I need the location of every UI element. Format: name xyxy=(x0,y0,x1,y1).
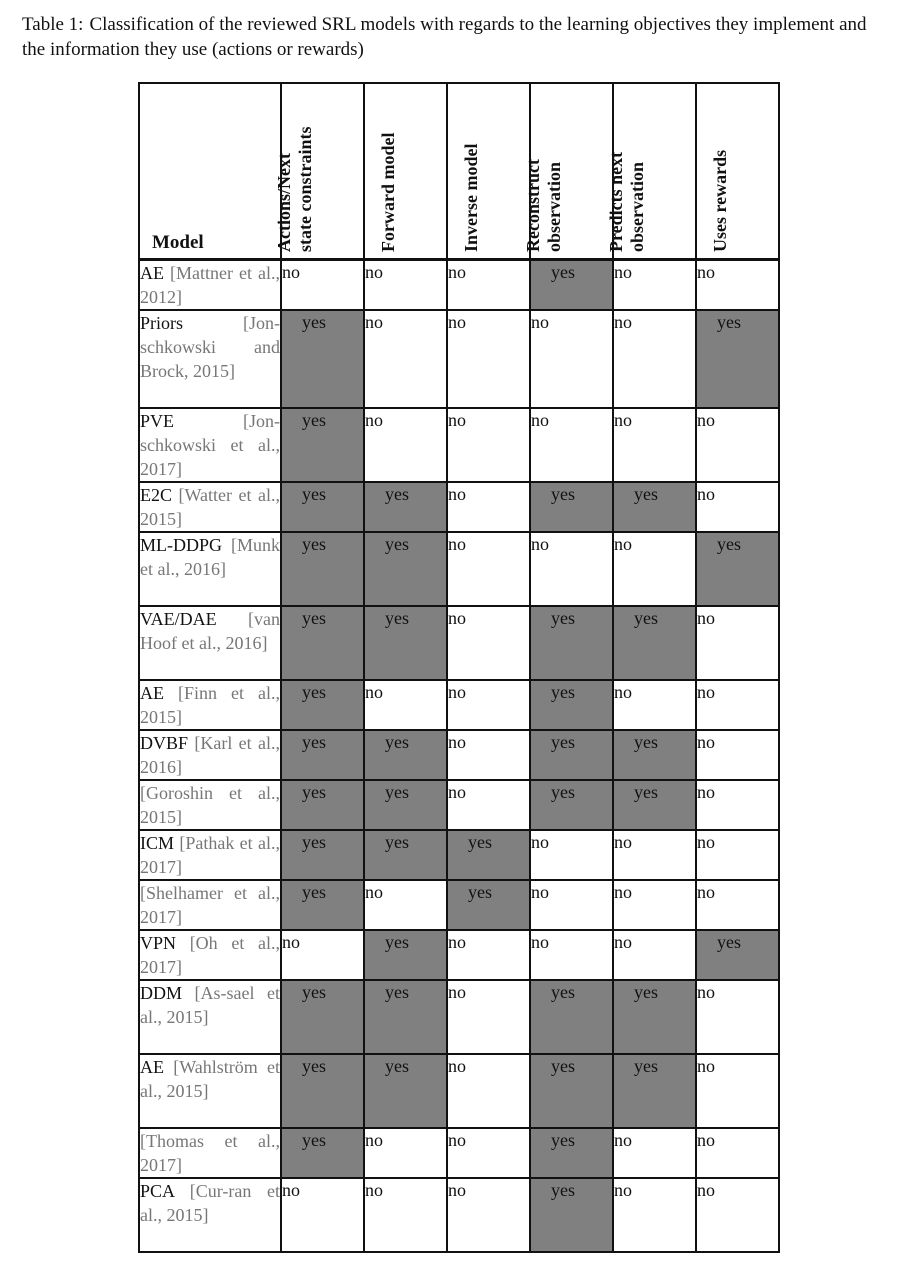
model-cell xyxy=(139,310,281,408)
table-row xyxy=(139,980,779,1054)
value-cell: no xyxy=(696,408,779,482)
table-row xyxy=(139,1178,779,1252)
value-cell: yes xyxy=(696,532,779,606)
value-cell: no xyxy=(696,980,779,1054)
table-header-row xyxy=(139,83,779,260)
model-citation: [Cur-ran et al., 2015] xyxy=(140,1181,280,1225)
value-cell: yes xyxy=(364,980,447,1054)
caption-text: Classification of the reviewed SRL models with regards to the learning objectives they implement and the information they use (actions or rewards) xyxy=(22,14,867,60)
value-cell: yes xyxy=(281,880,364,930)
value-cell: no xyxy=(613,408,696,482)
value-cell: yes xyxy=(281,310,364,408)
value-cell: yes xyxy=(613,980,696,1054)
value-cell: no xyxy=(447,1128,530,1178)
model-cell xyxy=(139,1178,281,1252)
column-header-actions-next-state: Actions/Next state constraints xyxy=(281,83,364,260)
value-cell: no xyxy=(447,780,530,830)
value-cell: no xyxy=(613,680,696,730)
model-name: AE xyxy=(140,683,164,703)
value-cell: yes xyxy=(530,1178,613,1252)
value-cell: yes xyxy=(530,1054,613,1128)
value-cell: no xyxy=(696,1128,779,1178)
value-cell: no xyxy=(447,260,530,311)
model-citation: [Wahlström et al., 2015] xyxy=(140,1057,280,1101)
table-row xyxy=(139,830,779,880)
value-cell: no xyxy=(530,880,613,930)
value-cell: no xyxy=(613,930,696,980)
value-cell: yes xyxy=(281,408,364,482)
model-citation: [van Hoof et al., 2016] xyxy=(140,609,280,653)
model-citation: [Karl et al., 2016] xyxy=(140,733,280,777)
value-cell: yes xyxy=(530,730,613,780)
value-cell: yes xyxy=(281,1128,364,1178)
value-cell: yes xyxy=(281,532,364,606)
model-name: E2C xyxy=(140,485,173,505)
value-cell: no xyxy=(613,1178,696,1252)
value-cell: no xyxy=(281,260,364,311)
model-citation: [Jon-schkowski and Brock, 2015] xyxy=(140,313,280,381)
value-cell: yes xyxy=(613,780,696,830)
value-cell: yes xyxy=(364,482,447,532)
value-cell: no xyxy=(530,930,613,980)
value-cell: yes xyxy=(530,780,613,830)
value-cell: yes xyxy=(364,606,447,680)
table-row xyxy=(139,930,779,980)
value-cell: no xyxy=(447,680,530,730)
value-cell: no xyxy=(613,532,696,606)
value-cell: no xyxy=(281,1178,364,1252)
value-cell: yes xyxy=(281,980,364,1054)
value-cell: no xyxy=(696,780,779,830)
value-cell: no xyxy=(364,680,447,730)
table-row xyxy=(139,780,779,830)
value-cell: no xyxy=(613,880,696,930)
value-cell: no xyxy=(364,310,447,408)
table-row xyxy=(139,730,779,780)
table-row xyxy=(139,482,779,532)
value-cell: yes xyxy=(364,1054,447,1128)
column-header-predicts-next-observation: Predicts next observation xyxy=(613,83,696,260)
value-cell: no xyxy=(696,880,779,930)
table-row xyxy=(139,880,779,930)
value-cell: yes xyxy=(613,482,696,532)
table-row xyxy=(139,1054,779,1128)
value-cell: yes xyxy=(447,830,530,880)
value-cell: no xyxy=(696,482,779,532)
value-cell: no xyxy=(447,408,530,482)
model-name: AE xyxy=(140,1057,164,1077)
model-name: VPN xyxy=(140,933,177,953)
value-cell: no xyxy=(530,310,613,408)
value-cell: yes xyxy=(613,730,696,780)
model-name: Priors xyxy=(140,313,184,333)
value-cell: no xyxy=(364,1178,447,1252)
value-cell: yes xyxy=(530,260,613,311)
value-cell: no xyxy=(447,482,530,532)
value-cell: yes xyxy=(281,482,364,532)
table-caption xyxy=(22,12,894,62)
value-cell: yes xyxy=(530,606,613,680)
value-cell: no xyxy=(696,260,779,311)
model-cell xyxy=(139,730,281,780)
model-name: PCA xyxy=(140,1181,175,1201)
model-cell xyxy=(139,930,281,980)
value-cell: yes xyxy=(613,606,696,680)
value-cell: yes xyxy=(281,730,364,780)
value-cell: no xyxy=(364,880,447,930)
model-cell xyxy=(139,482,281,532)
value-cell: yes xyxy=(613,1054,696,1128)
column-header-forward-model: Forward model xyxy=(364,83,447,260)
model-cell xyxy=(139,680,281,730)
model-name: DDM xyxy=(140,983,183,1003)
table-row xyxy=(139,408,779,482)
model-cell xyxy=(139,980,281,1054)
model-cell xyxy=(139,532,281,606)
value-cell: yes xyxy=(530,1128,613,1178)
model-citation: [Mattner et al., 2012] xyxy=(140,263,280,307)
model-name: AE xyxy=(140,263,164,283)
value-cell: no xyxy=(447,532,530,606)
table-row xyxy=(139,532,779,606)
value-cell: no xyxy=(364,408,447,482)
value-cell: no xyxy=(530,408,613,482)
value-cell: no xyxy=(447,606,530,680)
table-row xyxy=(139,1128,779,1178)
model-cell xyxy=(139,1128,281,1178)
value-cell: no xyxy=(696,730,779,780)
value-cell: yes xyxy=(696,930,779,980)
table-row xyxy=(139,260,779,311)
value-cell: no xyxy=(530,830,613,880)
value-cell: no xyxy=(530,532,613,606)
value-cell: no xyxy=(364,1128,447,1178)
model-name: ICM xyxy=(140,833,175,853)
model-cell xyxy=(139,780,281,830)
value-cell: no xyxy=(447,310,530,408)
model-cell xyxy=(139,830,281,880)
caption-label: Table 1: xyxy=(22,14,84,35)
model-citation: [Thomas et al., 2017] xyxy=(140,1131,280,1175)
value-cell: no xyxy=(447,980,530,1054)
table-row xyxy=(139,606,779,680)
value-cell: no xyxy=(696,1054,779,1128)
model-citation: [Oh et al., 2017] xyxy=(140,933,280,977)
value-cell: yes xyxy=(364,780,447,830)
value-cell: yes xyxy=(696,310,779,408)
srl-classification-table xyxy=(138,82,780,1253)
value-cell: yes xyxy=(364,930,447,980)
value-cell: no xyxy=(613,310,696,408)
model-column-header: Model xyxy=(139,83,281,260)
model-cell xyxy=(139,880,281,930)
value-cell: no xyxy=(696,680,779,730)
value-cell: no xyxy=(696,1178,779,1252)
value-cell: yes xyxy=(281,1054,364,1128)
value-cell: no xyxy=(696,830,779,880)
model-citation: [As-sael et al., 2015] xyxy=(140,983,281,1027)
value-cell: yes xyxy=(281,680,364,730)
value-cell: no xyxy=(447,730,530,780)
value-cell: yes xyxy=(281,606,364,680)
value-cell: no xyxy=(364,260,447,311)
model-citation: [Pathak et al., 2017] xyxy=(140,833,281,877)
model-cell xyxy=(139,260,281,311)
model-name: VAE/DAE xyxy=(140,609,217,629)
value-cell: no xyxy=(447,1054,530,1128)
value-cell: no xyxy=(613,1128,696,1178)
model-name: PVE xyxy=(140,411,175,431)
value-cell: no xyxy=(696,606,779,680)
value-cell: no xyxy=(613,830,696,880)
model-citation: [Finn et al., 2015] xyxy=(140,683,280,727)
value-cell: yes xyxy=(364,830,447,880)
model-citation: [Shelhamer et al., 2017] xyxy=(140,883,280,927)
value-cell: yes xyxy=(281,830,364,880)
value-cell: yes xyxy=(364,532,447,606)
model-name: DVBF xyxy=(140,733,189,753)
column-header-inverse-model: Inverse model xyxy=(447,83,530,260)
value-cell: yes xyxy=(530,482,613,532)
model-cell xyxy=(139,606,281,680)
value-cell: no xyxy=(447,1178,530,1252)
value-cell: yes xyxy=(281,780,364,830)
model-citation: [Munk et al., 2016] xyxy=(140,535,280,579)
value-cell: yes xyxy=(364,730,447,780)
value-cell: no xyxy=(447,930,530,980)
model-cell xyxy=(139,408,281,482)
table-body xyxy=(139,260,779,1253)
table-row xyxy=(139,310,779,408)
model-citation: [Goroshin et al., 2015] xyxy=(140,783,280,827)
value-cell: no xyxy=(613,260,696,311)
table-row xyxy=(139,680,779,730)
column-header-uses-rewards: Uses rewards xyxy=(696,83,779,260)
column-header-reconstruct-observation: Reconstruct observation xyxy=(530,83,613,260)
model-citation: [Jon-schkowski et al., 2017] xyxy=(140,411,280,479)
model-name: ML-DDPG xyxy=(140,535,223,555)
value-cell: yes xyxy=(447,880,530,930)
value-cell: no xyxy=(281,930,364,980)
value-cell: yes xyxy=(530,680,613,730)
value-cell: yes xyxy=(530,980,613,1054)
model-citation: [Watter et al., 2015] xyxy=(140,485,281,529)
model-cell xyxy=(139,1054,281,1128)
